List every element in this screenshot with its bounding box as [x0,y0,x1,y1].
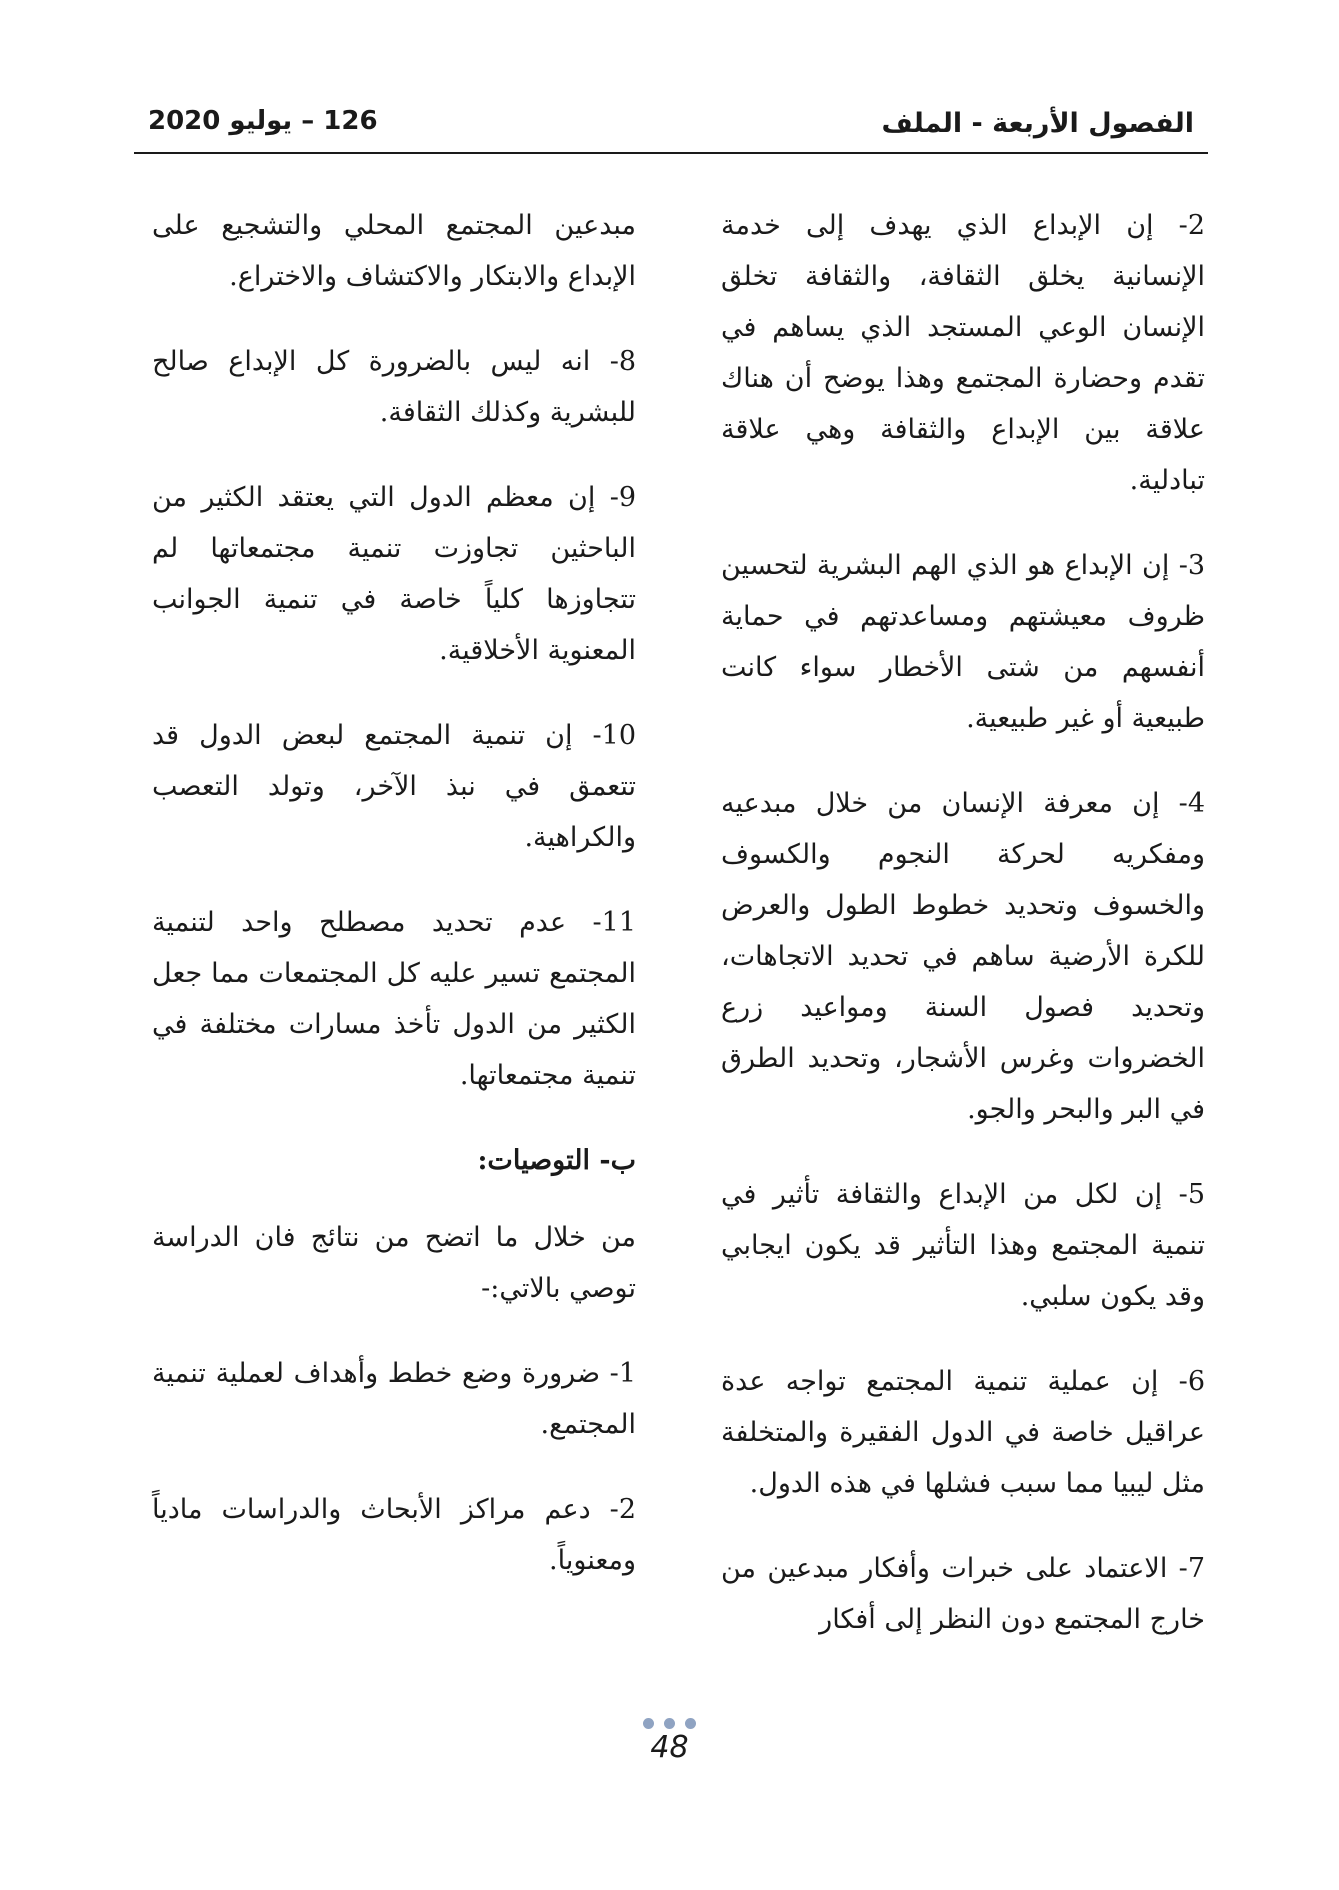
finding-paragraph: 9- إن معظم الدول التي يعتقد الكثير من الباحثين تجاوزت تنمية مجتمعاتها لم تتجاوزها كلياً خاصة في تنمية الجوانب المعنوية الأخلاقية. [152,482,636,666]
finding-paragraph: 7- الاعتماد على خبرات وأفكار مبدعين من خارج المجتمع دون النظر إلى أفكار [721,1553,1205,1635]
recommendation-paragraph: 2- دعم مراكز الأبحاث والدراسات مادياً ومعنوياً. [152,1494,636,1576]
finding-paragraph: 3- إن الإبداع هو الذي الهم البشرية لتحسين ظروف معيشتهم ومساعدتهم في حماية أنفسهم من شتى الأخطار سواء كانت طبيعية أو غير طبيعية. [721,550,1205,734]
finding-paragraph: 5- إن لكل من الإبداع والثقافة تأثير في تنمية المجتمع وهذا التأثير قد يكون ايجابي وقد يكون سلبي. [721,1179,1205,1312]
finding-paragraph: مبدعين المجتمع المحلي والتشجيع على الإبداع والابتكار والاكتشاف والاختراع. [152,210,636,292]
finding-paragraph: 6- إن عملية تنمية المجتمع تواجه عدة عراقيل خاصة في الدول الفقيرة والمتخلفة مثل ليبيا مما سبب فشلها في هذه الدول. [721,1366,1205,1499]
recommendations-heading: ب- التوصيات: [477,1145,636,1176]
ornament-dot-icon [664,1718,675,1729]
left-text-column [152,200,636,1620]
finding-paragraph: 11- عدم تحديد مصطلح واحد لتنمية المجتمع تسير عليه كل المجتمعات مما جعل الكثير من الدول تأخذ مسارات مختلفة في تنمية مجتمعاتها. [152,907,636,1091]
recommendation-paragraph: 1- ضرورة وضع خطط وأهداف لعملية تنمية المجتمع. [152,1358,636,1440]
page-header [134,100,1208,154]
ornament-dot-icon [685,1718,696,1729]
finding-paragraph: 8- انه ليس بالضرورة كل الإبداع صالح للبشرية وكذلك الثقافة. [152,346,636,428]
issue-date: 126 – يوليو 2020 [148,106,378,136]
right-text-column [721,200,1205,1679]
page-number: 48 [650,1730,689,1765]
finding-paragraph: 2- إن الإبداع الذي يهدف إلى خدمة الإنسانية يخلق الثقافة، والثقافة تخلق الإنسان الوعي المستجد الذي يساهم في تقدم وحضارة المجتمع وهذا يوضح أن هناك علاقة بين الإبداع والثقافة وهي علاقة تبادلية. [721,210,1205,496]
finding-paragraph: 10- إن تنمية المجتمع لبعض الدول قد تتعمق في نبذ الآخر، وتولد التعصب والكراهية. [152,720,636,853]
journal-section-title: الفصول الأربعة - الملف [881,108,1194,139]
finding-paragraph: 4- إن معرفة الإنسان من خلال مبدعيه ومفكريه لحركة النجوم والكسوف والخسوف وتحديد خطوط الطول والعرض للكرة الأرضية ساهم في تحديد الاتجاهات، وتحديد فصول السنة ومواعيد زرع الخضروات وغرس الأشجار، وتحديد الطرق في البر والبحر والجو. [721,788,1205,1125]
recommendation-paragraph: من خلال ما اتضح من نتائج فان الدراسة توصي بالاتي:- [152,1222,636,1304]
ornament-dot-icon [643,1718,654,1729]
